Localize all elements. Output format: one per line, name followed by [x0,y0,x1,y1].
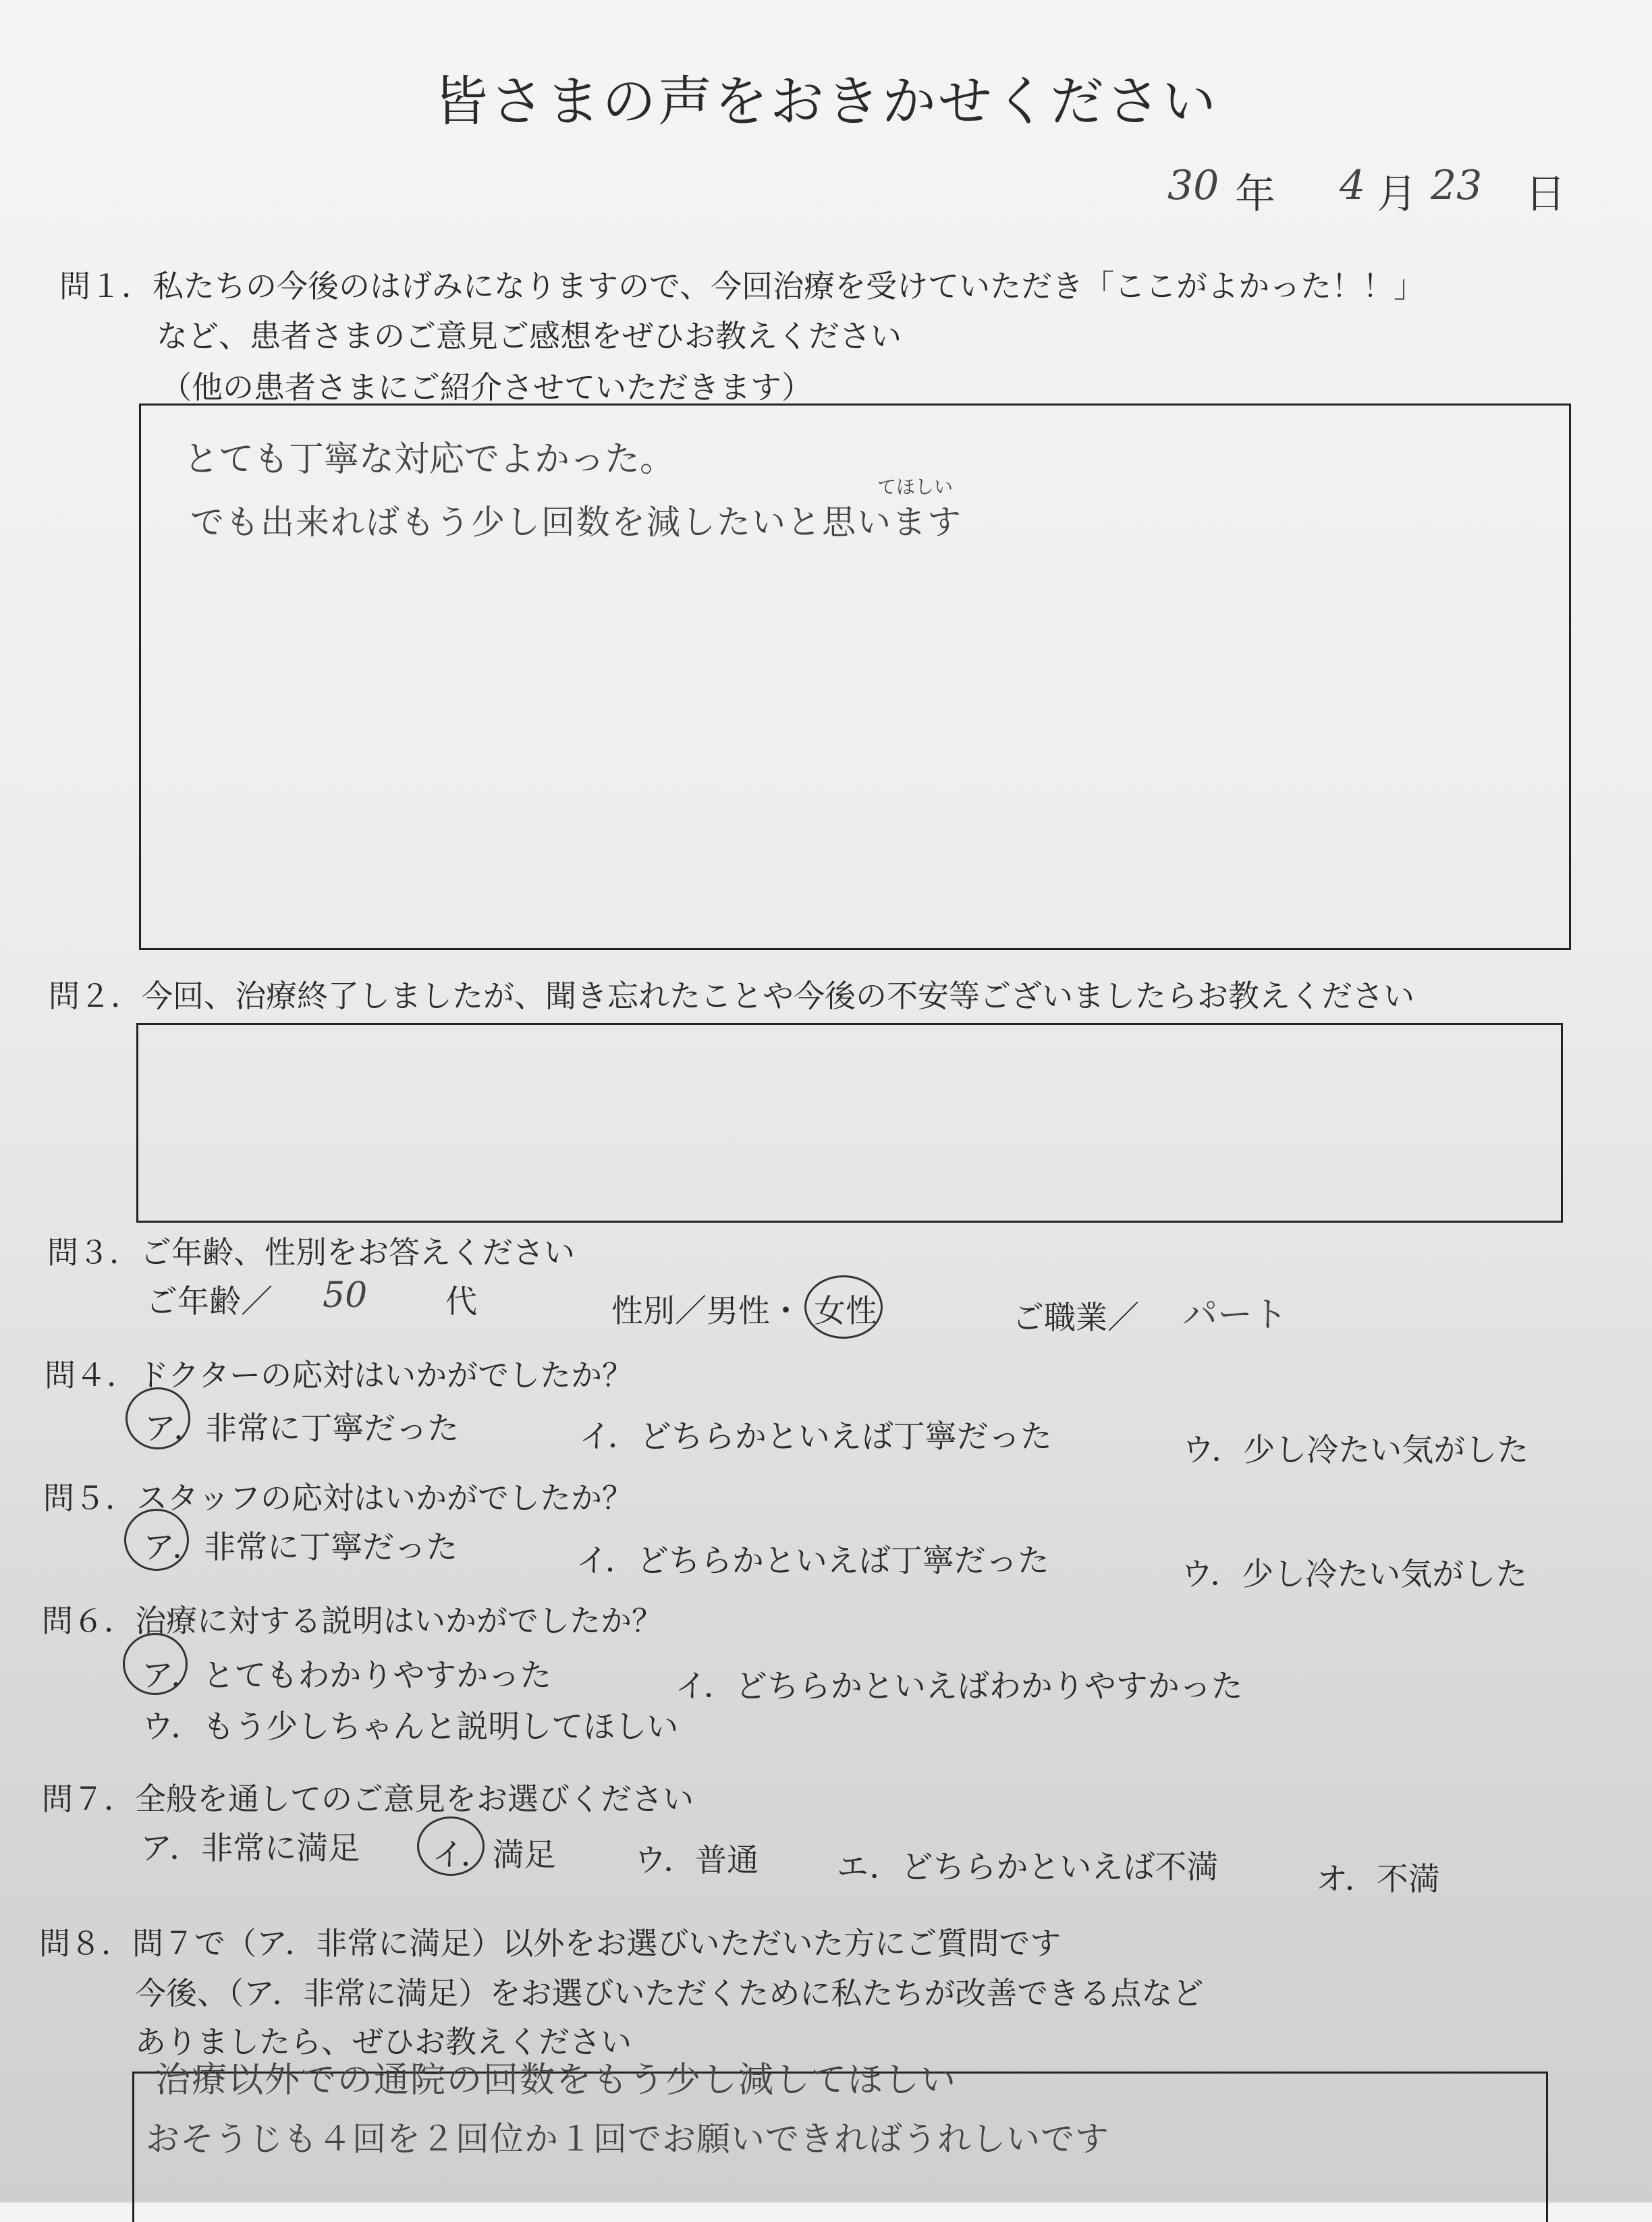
date-year-unit: 年 [1235,171,1275,218]
age-label: ご年齢／ [146,1283,273,1321]
q5-text: 問５．スタッフの応対はいかがでしたか？ [43,1480,633,1516]
q2-text: 問２．今回、治療終了しましたが、聞き忘れたことや今後の不安等ございましたらお教えください [49,978,1414,1014]
q1-answer-insert: てほしい [877,476,954,498]
q5-option-u[interactable]: ウ．少し冷たい気がした [1181,1556,1528,1593]
q1-answer-line2: でも出来ればもう少し回数を減したいと思います [190,503,962,542]
gender-label: 性別／男性・ [611,1293,802,1330]
q1-answer-box[interactable] [139,404,1571,950]
q1-line3: （他の患者さまにご紹介させていただきます） [161,369,813,406]
age-value: 50 [323,1275,368,1316]
q2-answer-box[interactable] [136,1023,1563,1223]
date-year: 30 [1167,162,1219,209]
q7-option-u[interactable]: ウ．普通 [634,1842,759,1879]
q6-option-a[interactable]: ア．とてもわかりやすかった [142,1657,552,1694]
date-day-unit: 日 [1525,171,1566,218]
q6-text: 問６．治療に対する説明はいかがでしたか？ [42,1603,663,1639]
q7-option-o[interactable]: オ．不満 [1316,1861,1440,1898]
q7-option-i[interactable]: イ．満足 [432,1837,556,1874]
q7-option-e[interactable]: エ．どちらかといえば不満 [837,1849,1219,1886]
q8-line2: 今後、（ア．非常に満足）をお選びいただくために私たちが改善できる点など [135,1975,1204,2011]
q5-option-a[interactable]: ア．非常に丁寧だった [143,1529,458,1566]
q7-selection-circle [417,1816,485,1876]
q7-text: 問７．全般を通してのご意見をお選びください [42,1781,694,1817]
q4-option-i[interactable]: イ．どちらかといえば丁寧だった [579,1418,1052,1455]
q4-option-u[interactable]: ウ．少し冷たい気がした [1182,1432,1529,1469]
gender-selection-circle [804,1275,883,1339]
page-title: 皆さまの声をおきかせください [434,70,1218,133]
q4-option-a[interactable]: ア．非常に丁寧だった [144,1410,460,1447]
age-unit: 代 [445,1283,477,1321]
q4-selection-circle [126,1387,190,1449]
q1-line2: など、患者さまのご意見ご感想をぜひお教えください [157,318,902,354]
q6-option-u[interactable]: ウ．もう少しちゃんと説明してほしい [142,1709,679,1746]
job-label: ご職業／ [1012,1300,1139,1337]
q5-option-i[interactable]: イ．どちらかといえば丁寧だった [576,1543,1049,1580]
q7-option-a[interactable]: ア．非常に満足 [140,1830,360,1867]
date-month-unit: 月 [1377,171,1417,218]
date-month: 4 [1340,162,1366,209]
q4-text: 問４．ドクターの応対はいかがでしたか？ [45,1357,634,1393]
date-day: 23 [1431,162,1483,209]
q6-selection-circle [123,1633,188,1695]
q5-selection-circle [124,1509,189,1571]
q3-text: 問３．ご年齢、性別をお答えください [47,1234,575,1271]
job-value: パート [1182,1295,1288,1335]
q1-line1: 問１．私たちの今後のはげみになりますので、今回治療を受けていただき「ここがよかった！！」 [59,268,1425,304]
q8-line1: 問８．問７で（ア．非常に満足）以外をお選びいただいた方にご質問です [39,1925,1062,1962]
q6-option-i[interactable]: イ．どちらかといえばわかりやすかった [675,1668,1243,1705]
q8-answer-line1: 治療以外での通院の回数をもう少し減してほしい [155,2060,958,2101]
q1-answer-line1: とても丁寧な対応でよかった。 [184,439,676,480]
q8-answer-line2: おそうじも４回を２回位か１回でお願いできればうれしいです [146,2119,1109,2159]
gender-selected[interactable]: 女性 [814,1293,877,1330]
q8-line3: ありましたら、ぜひお教えください [135,2024,632,2060]
